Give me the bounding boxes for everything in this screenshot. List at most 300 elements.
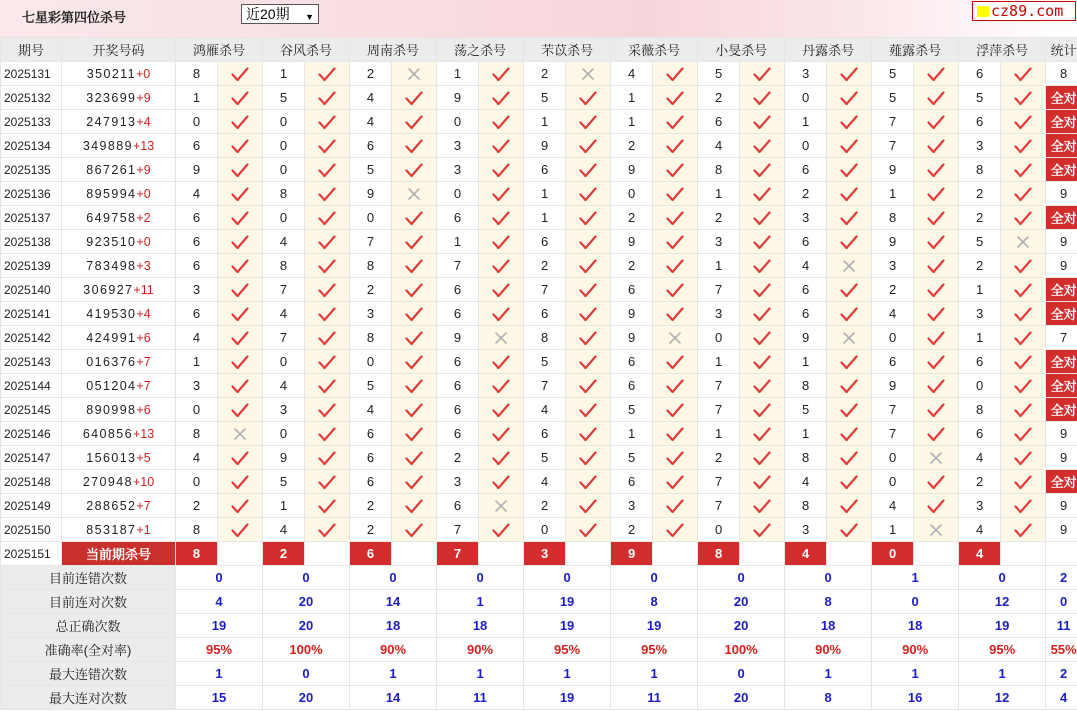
- issue-cell: 2025134: [1, 134, 62, 158]
- draw-cell: [62, 326, 176, 350]
- kill-value-cell: 5: [263, 470, 305, 494]
- kill-value-cell: 5: [524, 350, 566, 374]
- check-icon: [479, 422, 524, 446]
- table-row: [1, 326, 1077, 350]
- kill-value-cell: 7: [698, 470, 740, 494]
- kill-value-cell: 4: [263, 302, 305, 326]
- check-icon: [305, 326, 350, 350]
- summary-value: 0: [872, 590, 959, 614]
- table-row: [1, 254, 1077, 278]
- stat-cell: 9: [1046, 518, 1077, 542]
- check-icon: [566, 494, 611, 518]
- check-icon: [653, 62, 698, 86]
- kill-value-cell: 7: [350, 230, 392, 254]
- table-row: [1, 230, 1077, 254]
- kill-value-cell: 4: [872, 302, 914, 326]
- kill-value-cell: 2: [959, 206, 1001, 230]
- kill-value-cell: 9: [611, 230, 653, 254]
- check-icon: [566, 302, 611, 326]
- kill-value-cell: 7: [872, 398, 914, 422]
- current-blank-cell: [218, 542, 263, 566]
- cross-icon: [218, 422, 263, 446]
- kill-value-cell: 9: [611, 326, 653, 350]
- kill-value-cell: 3: [959, 494, 1001, 518]
- check-icon: [740, 398, 785, 422]
- check-icon: [566, 446, 611, 470]
- kill-value-cell: 1: [611, 422, 653, 446]
- check-icon: [392, 326, 437, 350]
- check-icon: [1001, 62, 1046, 86]
- all-correct-badge: 全对: [1046, 398, 1077, 422]
- kill-value-cell: 7: [872, 422, 914, 446]
- check-icon: [479, 446, 524, 470]
- check-icon: [392, 422, 437, 446]
- table-row: [1, 206, 1077, 230]
- draw-digits: 306927: [83, 282, 134, 297]
- check-icon: [305, 278, 350, 302]
- check-icon: [392, 446, 437, 470]
- current-kill-value: 0: [872, 542, 914, 566]
- draw-special: +7: [136, 498, 151, 513]
- kill-value-cell: 5: [959, 230, 1001, 254]
- draw-digits: 783498: [86, 258, 137, 273]
- all-correct-badge: 全对: [1046, 302, 1077, 326]
- kill-value-cell: 8: [176, 518, 218, 542]
- summary-value: 20: [698, 686, 785, 710]
- check-icon: [1001, 470, 1046, 494]
- check-icon: [740, 278, 785, 302]
- col-header-expert: 丹露杀号: [785, 38, 872, 62]
- summary-value: 1: [611, 662, 698, 686]
- check-icon: [827, 302, 872, 326]
- current-row: [1, 542, 1077, 566]
- kill-value-cell: 4: [611, 62, 653, 86]
- kill-value-cell: 1: [611, 110, 653, 134]
- check-icon: [218, 278, 263, 302]
- summary-value: 95%: [611, 638, 698, 662]
- kill-value-cell: 0: [959, 374, 1001, 398]
- check-icon: [479, 470, 524, 494]
- kill-value-cell: 6: [524, 302, 566, 326]
- kill-value-cell: 8: [524, 326, 566, 350]
- check-icon: [914, 206, 959, 230]
- kill-value-cell: 6: [350, 446, 392, 470]
- issue-cell: 2025137: [1, 206, 62, 230]
- kill-value-cell: 6: [785, 278, 827, 302]
- kill-value-cell: 3: [437, 134, 479, 158]
- check-icon: [392, 134, 437, 158]
- summary-value: 14: [350, 686, 437, 710]
- stat-cell: 8: [1046, 62, 1077, 86]
- issue-cell: 2025132: [1, 86, 62, 110]
- current-blank-cell: [479, 542, 524, 566]
- check-icon: [218, 182, 263, 206]
- draw-digits: 270948: [82, 474, 133, 489]
- table-row: [1, 494, 1077, 518]
- check-icon: [653, 278, 698, 302]
- draw-digits: 156013: [86, 450, 137, 465]
- draw-digits: 016376: [86, 354, 137, 369]
- current-blank-cell: [914, 542, 959, 566]
- check-icon: [566, 254, 611, 278]
- chevron-down-icon: ▼: [305, 12, 314, 22]
- period-select-value: 近20期: [246, 6, 290, 22]
- check-icon: [392, 302, 437, 326]
- draw-digits: 288652: [86, 498, 137, 513]
- kill-value-cell: 1: [959, 326, 1001, 350]
- summary-value: 0: [698, 566, 785, 590]
- check-icon: [392, 398, 437, 422]
- cross-icon: [392, 62, 437, 86]
- check-icon: [305, 470, 350, 494]
- check-icon: [1001, 86, 1046, 110]
- stat-cell: 9: [1046, 230, 1077, 254]
- check-icon: [827, 446, 872, 470]
- table-row: [1, 446, 1077, 470]
- kill-value-cell: 9: [872, 230, 914, 254]
- summary-total: 11: [1046, 614, 1077, 638]
- check-icon: [827, 206, 872, 230]
- kill-value-cell: 0: [437, 110, 479, 134]
- check-icon: [1001, 446, 1046, 470]
- draw-cell: [62, 62, 176, 86]
- check-icon: [392, 470, 437, 494]
- summary-value: 19: [524, 590, 611, 614]
- kill-value-cell: 7: [698, 398, 740, 422]
- kill-value-cell: 2: [524, 494, 566, 518]
- draw-special: +0: [135, 66, 151, 81]
- kill-value-cell: 8: [785, 374, 827, 398]
- kill-value-cell: 6: [611, 278, 653, 302]
- summary-value: 90%: [437, 638, 524, 662]
- kill-value-cell: 6: [959, 350, 1001, 374]
- kill-value-cell: 4: [785, 254, 827, 278]
- current-kill-value: 4: [785, 542, 827, 566]
- check-icon: [653, 494, 698, 518]
- summary-label: 准确率(全对率): [1, 638, 176, 662]
- current-kill-value: 9: [611, 542, 653, 566]
- kill-value-cell: 2: [959, 470, 1001, 494]
- kill-value-cell: 4: [176, 446, 218, 470]
- kill-value-cell: 0: [524, 518, 566, 542]
- summary-value: 11: [437, 686, 524, 710]
- kill-value-cell: 6: [785, 230, 827, 254]
- issue-cell: 2025150: [1, 518, 62, 542]
- kill-value-cell: 0: [176, 470, 218, 494]
- current-kill-value: 2: [263, 542, 305, 566]
- check-icon: [827, 134, 872, 158]
- check-icon: [1001, 398, 1046, 422]
- summary-value: 0: [785, 566, 872, 590]
- kill-value-cell: 0: [263, 158, 305, 182]
- draw-special: +10: [132, 474, 155, 489]
- check-icon: [305, 230, 350, 254]
- check-icon: [1001, 422, 1046, 446]
- check-icon: [740, 62, 785, 86]
- table-row: [1, 398, 1077, 422]
- kill-value-cell: 5: [698, 62, 740, 86]
- check-icon: [653, 422, 698, 446]
- cross-icon: [479, 326, 524, 350]
- summary-value: 100%: [698, 638, 785, 662]
- draw-cell: [62, 110, 176, 134]
- draw-cell: [62, 254, 176, 278]
- check-icon: [392, 230, 437, 254]
- check-icon: [392, 158, 437, 182]
- check-icon: [218, 86, 263, 110]
- draw-cell: [62, 182, 176, 206]
- check-icon: [218, 158, 263, 182]
- check-icon: [740, 446, 785, 470]
- kill-value-cell: 6: [176, 206, 218, 230]
- check-icon: [653, 206, 698, 230]
- draw-digits: 923510: [86, 234, 137, 249]
- kill-value-cell: 8: [959, 158, 1001, 182]
- col-header-expert: 浮萍杀号: [959, 38, 1046, 62]
- kill-value-cell: 0: [263, 206, 305, 230]
- check-icon: [1001, 182, 1046, 206]
- current-kill-label: 当前期杀号: [62, 542, 176, 566]
- check-icon: [914, 134, 959, 158]
- all-correct-badge: 全对: [1046, 158, 1077, 182]
- check-icon: [827, 494, 872, 518]
- check-icon: [914, 254, 959, 278]
- summary-value: 8: [785, 590, 872, 614]
- kill-value-cell: 6: [437, 494, 479, 518]
- kill-value-cell: 4: [524, 398, 566, 422]
- summary-value: 12: [959, 686, 1046, 710]
- logo-text: cz89.com: [991, 2, 1064, 20]
- current-blank-cell: [827, 542, 872, 566]
- check-icon: [218, 470, 263, 494]
- check-icon: [305, 134, 350, 158]
- check-icon: [305, 62, 350, 86]
- kill-value-cell: 2: [611, 518, 653, 542]
- kill-value-cell: 7: [524, 278, 566, 302]
- kill-value-cell: 4: [176, 182, 218, 206]
- kill-value-cell: 5: [872, 62, 914, 86]
- kill-value-cell: 6: [959, 422, 1001, 446]
- cross-icon: [827, 326, 872, 350]
- all-correct-badge: 全对: [1046, 350, 1077, 374]
- check-icon: [740, 374, 785, 398]
- draw-cell: [62, 230, 176, 254]
- kill-value-cell: 6: [524, 422, 566, 446]
- check-icon: [218, 110, 263, 134]
- check-icon: [218, 446, 263, 470]
- summary-value: 16: [872, 686, 959, 710]
- check-icon: [1001, 158, 1046, 182]
- kill-value-cell: 1: [872, 518, 914, 542]
- draw-special: +13: [132, 426, 155, 441]
- kill-value-cell: 4: [785, 470, 827, 494]
- issue-cell: 2025141: [1, 302, 62, 326]
- check-icon: [1001, 110, 1046, 134]
- current-blank-cell: [1001, 542, 1046, 566]
- kill-value-cell: 2: [611, 134, 653, 158]
- issue-cell: 2025131: [1, 62, 62, 86]
- issue-cell: 2025135: [1, 158, 62, 182]
- check-icon: [392, 518, 437, 542]
- all-correct-badge: 全对: [1046, 470, 1077, 494]
- kill-value-cell: 0: [611, 182, 653, 206]
- kill-value-cell: 1: [263, 494, 305, 518]
- table-row: [1, 134, 1077, 158]
- draw-digits: 895994: [86, 186, 137, 201]
- check-icon: [218, 230, 263, 254]
- check-icon: [566, 470, 611, 494]
- kill-value-cell: 3: [437, 470, 479, 494]
- kill-value-cell: 5: [785, 398, 827, 422]
- summary-value: 20: [263, 614, 350, 638]
- col-header-expert: 谷风杀号: [263, 38, 350, 62]
- kill-value-cell: 1: [872, 182, 914, 206]
- kill-value-cell: 5: [350, 374, 392, 398]
- summary-value: 18: [437, 614, 524, 638]
- kill-value-cell: 2: [350, 494, 392, 518]
- check-icon: [305, 494, 350, 518]
- check-icon: [392, 374, 437, 398]
- check-icon: [740, 326, 785, 350]
- check-icon: [914, 398, 959, 422]
- kill-value-cell: 0: [872, 470, 914, 494]
- summary-value: 18: [785, 614, 872, 638]
- period-select[interactable]: [241, 4, 319, 24]
- table-row: [1, 374, 1077, 398]
- cross-icon: [914, 446, 959, 470]
- table-row: [1, 62, 1077, 86]
- check-icon: [566, 398, 611, 422]
- check-icon: [1001, 518, 1046, 542]
- summary-value: 0: [698, 662, 785, 686]
- draw-cell: [62, 398, 176, 422]
- check-icon: [1001, 134, 1046, 158]
- table-row: [1, 110, 1077, 134]
- kill-value-cell: 1: [263, 62, 305, 86]
- all-correct-badge: 全对: [1046, 278, 1077, 302]
- table-row: [1, 470, 1077, 494]
- check-icon: [218, 326, 263, 350]
- check-icon: [566, 206, 611, 230]
- check-icon: [305, 110, 350, 134]
- kill-value-cell: 9: [437, 86, 479, 110]
- page-title: 七星彩第四位杀号: [22, 10, 127, 25]
- check-icon: [479, 62, 524, 86]
- summary-value: 0: [437, 566, 524, 590]
- issue-cell: 2025140: [1, 278, 62, 302]
- kill-value-cell: 8: [959, 398, 1001, 422]
- kill-value-cell: 1: [524, 110, 566, 134]
- issue-cell: 2025148: [1, 470, 62, 494]
- issue-cell: 2025133: [1, 110, 62, 134]
- summary-value: 11: [611, 686, 698, 710]
- check-icon: [740, 230, 785, 254]
- check-icon: [653, 518, 698, 542]
- summary-value: 0: [176, 566, 263, 590]
- check-icon: [218, 254, 263, 278]
- summary-value: 95%: [959, 638, 1046, 662]
- kill-value-cell: 6: [350, 422, 392, 446]
- draw-digits: 640856: [82, 426, 133, 441]
- check-icon: [914, 110, 959, 134]
- kill-value-cell: 3: [785, 62, 827, 86]
- kill-value-cell: 5: [350, 158, 392, 182]
- summary-value: 90%: [350, 638, 437, 662]
- summary-value: 1: [872, 662, 959, 686]
- kill-value-cell: 6: [959, 110, 1001, 134]
- check-icon: [392, 494, 437, 518]
- all-correct-badge: 全对: [1046, 374, 1077, 398]
- check-icon: [305, 350, 350, 374]
- summary-value: 19: [524, 614, 611, 638]
- check-icon: [914, 158, 959, 182]
- kill-value-cell: 6: [176, 230, 218, 254]
- summary-value: 12: [959, 590, 1046, 614]
- kill-value-cell: 6: [611, 470, 653, 494]
- site-logo[interactable]: [972, 1, 1076, 21]
- check-icon: [305, 182, 350, 206]
- check-icon: [479, 134, 524, 158]
- cross-icon: [827, 254, 872, 278]
- summary-value: 19: [959, 614, 1046, 638]
- draw-digits: 349889: [82, 138, 133, 153]
- check-icon: [218, 518, 263, 542]
- kill-value-cell: 2: [350, 62, 392, 86]
- summary-value: 18: [350, 614, 437, 638]
- summary-value: 100%: [263, 638, 350, 662]
- check-icon: [566, 422, 611, 446]
- kill-value-cell: 0: [437, 182, 479, 206]
- summary-value: 20: [698, 590, 785, 614]
- summary-value: 8: [611, 590, 698, 614]
- check-icon: [653, 182, 698, 206]
- summary-row: [1, 662, 1077, 686]
- kill-value-cell: 4: [350, 86, 392, 110]
- draw-special: +5: [136, 450, 151, 465]
- check-icon: [479, 182, 524, 206]
- check-icon: [305, 422, 350, 446]
- kill-value-cell: 4: [263, 518, 305, 542]
- summary-value: 20: [263, 590, 350, 614]
- kill-value-cell: 9: [611, 158, 653, 182]
- kill-value-cell: 5: [872, 86, 914, 110]
- draw-digits: 649758: [86, 210, 137, 225]
- col-header-expert: 芣苡杀号: [524, 38, 611, 62]
- kill-value-cell: 9: [176, 158, 218, 182]
- table-row: [1, 302, 1077, 326]
- kill-value-cell: 1: [698, 254, 740, 278]
- check-icon: [479, 86, 524, 110]
- kill-value-cell: 2: [524, 62, 566, 86]
- kill-value-cell: 0: [263, 110, 305, 134]
- kill-value-cell: 2: [785, 182, 827, 206]
- kill-value-cell: 9: [785, 326, 827, 350]
- kill-value-cell: 6: [611, 374, 653, 398]
- summary-value: 0: [611, 566, 698, 590]
- summary-label: 总正确次数: [1, 614, 176, 638]
- kill-value-cell: 1: [611, 86, 653, 110]
- kill-value-cell: 0: [350, 206, 392, 230]
- check-icon: [653, 134, 698, 158]
- kill-value-cell: 0: [263, 422, 305, 446]
- summary-value: 19: [176, 614, 263, 638]
- issue-cell: 2025144: [1, 374, 62, 398]
- check-icon: [827, 350, 872, 374]
- current-blank-cell: [740, 542, 785, 566]
- draw-cell: [62, 158, 176, 182]
- draw-special: +7: [136, 378, 151, 393]
- kill-value-cell: 6: [785, 158, 827, 182]
